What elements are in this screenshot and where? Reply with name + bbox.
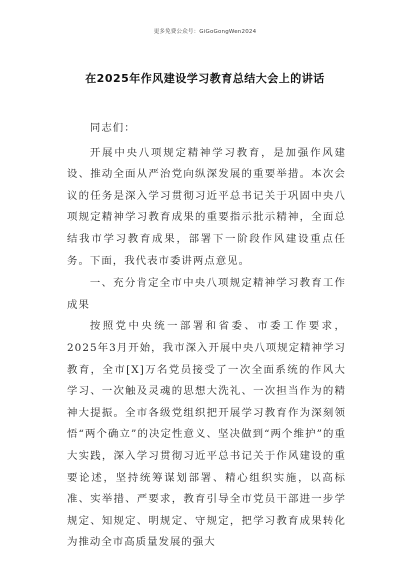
body-paragraph: 按照党中央统一部署和省委、市委工作要求，2025年3月开始，我市深入开展中央八项规定精神学习教育，全市[X]万名党员接受了一次全面系统的作风大学习、一次触及灵魂的思想大洗礼、一次担当作为的精神大提振。全市各级党组织把开展学习教育作为深刻领悟“两个确立”的决定性意义、坚决做到“两个维护”的重大实践，深入学习贯彻习近平总书记关于作风建设的重要论述，坚持统筹谋划部署、精心组织实施，以高标准、实举措、严要求，教育引导全市党员干部进一步学规定、知规定、明规定、守规定，把学习教育成果转化为推动全市高质量发展的强大 [67,320,346,549]
salutation: 同志们： [89,122,136,134]
section-heading: 一、充分肯定全市中央八项规定精神学习教育工作成果 [67,277,346,311]
header-note: 更多免费公众号：GiGoGongWen2024 [153,29,257,35]
body-paragraph: 开展中央八项规定精神学习教育，是加强作风建设、推动全面从严治党向纵深发展的重要举措。本次会议的任务是深入学习贯彻习近平总书记关于巩固中央八项规定精神学习教育成果的重要指示批示精神，全面总结我市学习教育成果，部署下一阶段作风建设重点任务。下面，我代表市委讲两点意见。 [67,146,346,267]
document-title: 在2025年作风建设学习教育总结大会上的讲话 [85,72,325,85]
document-body [67,118,346,554]
